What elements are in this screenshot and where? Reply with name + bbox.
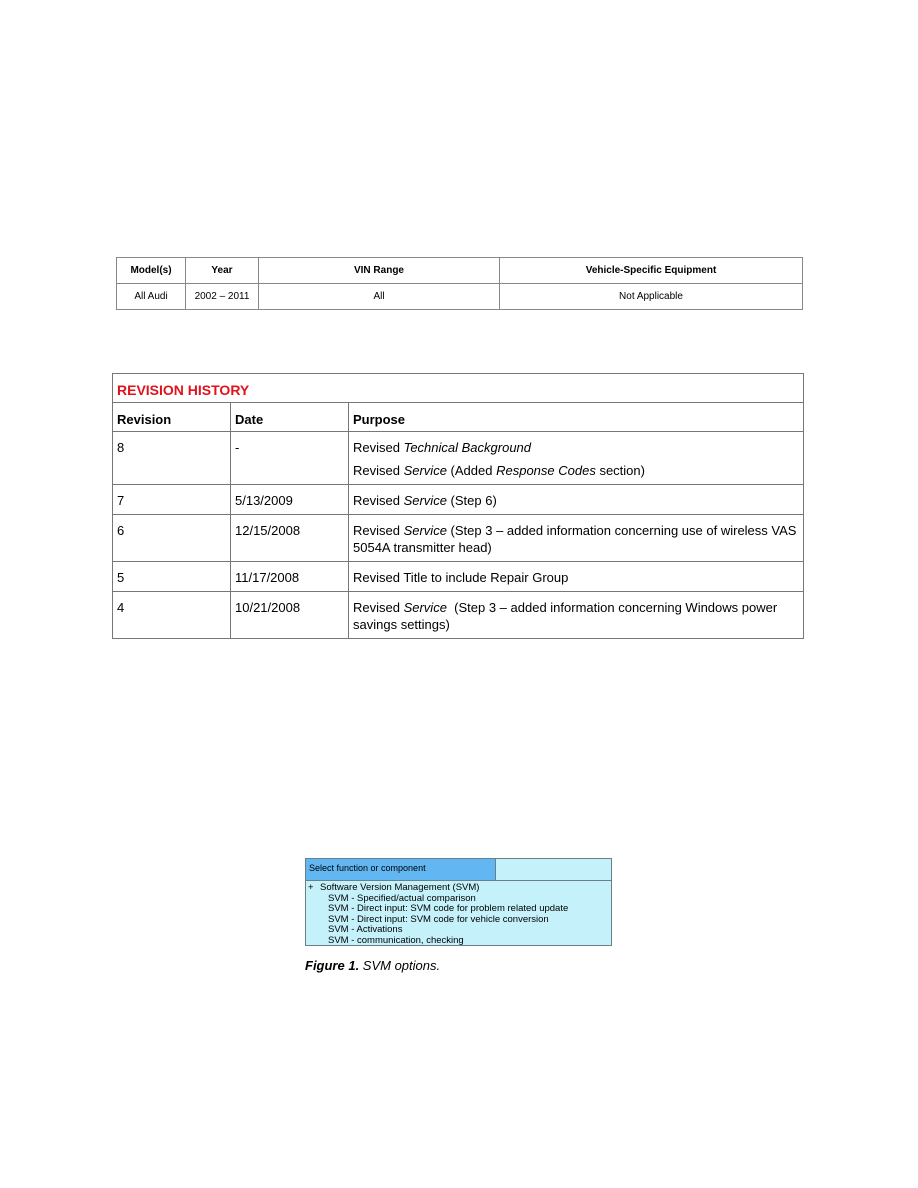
svm-root-label: Software Version Management (SVM)	[320, 882, 480, 893]
header-purpose: Purpose	[349, 403, 804, 432]
header-models: Model(s)	[117, 258, 186, 284]
revision-date: 11/17/2008	[231, 562, 349, 592]
revision-history-title: REVISION HISTORY	[113, 374, 804, 403]
revision-date: 5/13/2009	[231, 485, 349, 515]
revision-number: 7	[113, 485, 231, 515]
header-revision: Revision	[113, 403, 231, 432]
svm-function-item[interactable]: SVM - communication, checking	[328, 934, 464, 946]
purpose-italic-text: Response Codes	[496, 463, 596, 478]
svm-function-item[interactable]: SVM - Direct input: SVM code for problem related update	[328, 903, 569, 915]
purpose-line	[353, 439, 799, 456]
revision-purpose	[349, 592, 804, 639]
revision-date: 12/15/2008	[231, 515, 349, 562]
caption-label: Figure 1.	[305, 958, 360, 973]
purpose-text: Revised	[353, 463, 404, 478]
revision-date: -	[231, 432, 349, 485]
purpose-line	[353, 492, 799, 509]
revision-history-table	[112, 373, 804, 639]
figure-caption	[305, 958, 440, 973]
revision-number: 8	[113, 432, 231, 485]
purpose-text: Revised	[353, 440, 404, 455]
revision-purpose	[349, 432, 804, 485]
revision-header-row	[113, 403, 804, 432]
applicability-header-row	[117, 258, 803, 284]
revision-date: 10/21/2008	[231, 592, 349, 639]
purpose-line	[353, 569, 799, 586]
svm-function-item[interactable]: SVM - Activations	[328, 924, 403, 936]
header-date: Date	[231, 403, 349, 432]
revision-purpose	[349, 515, 804, 562]
purpose-text: Revised Title to include Repair Group	[353, 570, 569, 585]
purpose-line	[353, 462, 799, 479]
purpose-text: (Step 3 – added information concerning Windows power savings settings)	[353, 600, 781, 632]
revision-rows	[113, 432, 804, 639]
purpose-italic-text: Service	[403, 463, 447, 478]
header-equipment: Vehicle-Specific Equipment	[500, 258, 803, 284]
purpose-text: Revised	[353, 600, 404, 615]
svm-options-figure	[305, 858, 612, 946]
select-function-label: Select function or component	[306, 859, 496, 880]
revision-purpose	[349, 562, 804, 592]
purpose-text: (Step 6)	[446, 493, 497, 508]
purpose-text: Revised	[353, 493, 404, 508]
cell-year: 2002 – 2011	[186, 284, 259, 310]
revision-number: 4	[113, 592, 231, 639]
revision-number: 5	[113, 562, 231, 592]
cell-equipment: Not Applicable	[500, 284, 803, 310]
revision-row	[113, 592, 804, 639]
header-blank-cell	[496, 859, 611, 880]
revision-title-row	[113, 374, 804, 403]
purpose-line	[353, 599, 799, 633]
applicability-data-row	[117, 284, 803, 310]
revision-row	[113, 432, 804, 485]
purpose-text: (Added	[446, 463, 497, 478]
revision-row	[113, 515, 804, 562]
svm-root-item[interactable]	[308, 883, 611, 894]
revision-number: 6	[113, 515, 231, 562]
purpose-text: (Step 3 – added information concerning use of wireless VAS 5054A transmitter head)	[353, 523, 801, 555]
revision-purpose	[349, 485, 804, 515]
purpose-italic-text: Technical Background	[403, 440, 532, 455]
svm-function-item[interactable]: SVM - Direct input: SVM code for vehicle conversion	[328, 913, 549, 925]
purpose-italic-text: Service	[403, 523, 447, 538]
function-list	[306, 881, 611, 947]
purpose-italic-text: Service	[403, 600, 447, 615]
figure-header	[306, 859, 611, 881]
purpose-italic-text: Service	[403, 493, 447, 508]
expand-marker[interactable]: +	[308, 882, 314, 893]
applicability-table	[116, 257, 803, 310]
cell-models: All Audi	[117, 284, 186, 310]
svm-function-item[interactable]: SVM - Specified/actual comparison	[328, 892, 476, 904]
caption-text: SVM options.	[359, 958, 441, 973]
cell-vin-range: All	[259, 284, 500, 310]
purpose-text: section)	[595, 463, 645, 478]
purpose-line	[353, 522, 799, 556]
purpose-text: Revised	[353, 523, 404, 538]
revision-row	[113, 562, 804, 592]
header-vin-range: VIN Range	[259, 258, 500, 284]
revision-row	[113, 485, 804, 515]
header-year: Year	[186, 258, 259, 284]
